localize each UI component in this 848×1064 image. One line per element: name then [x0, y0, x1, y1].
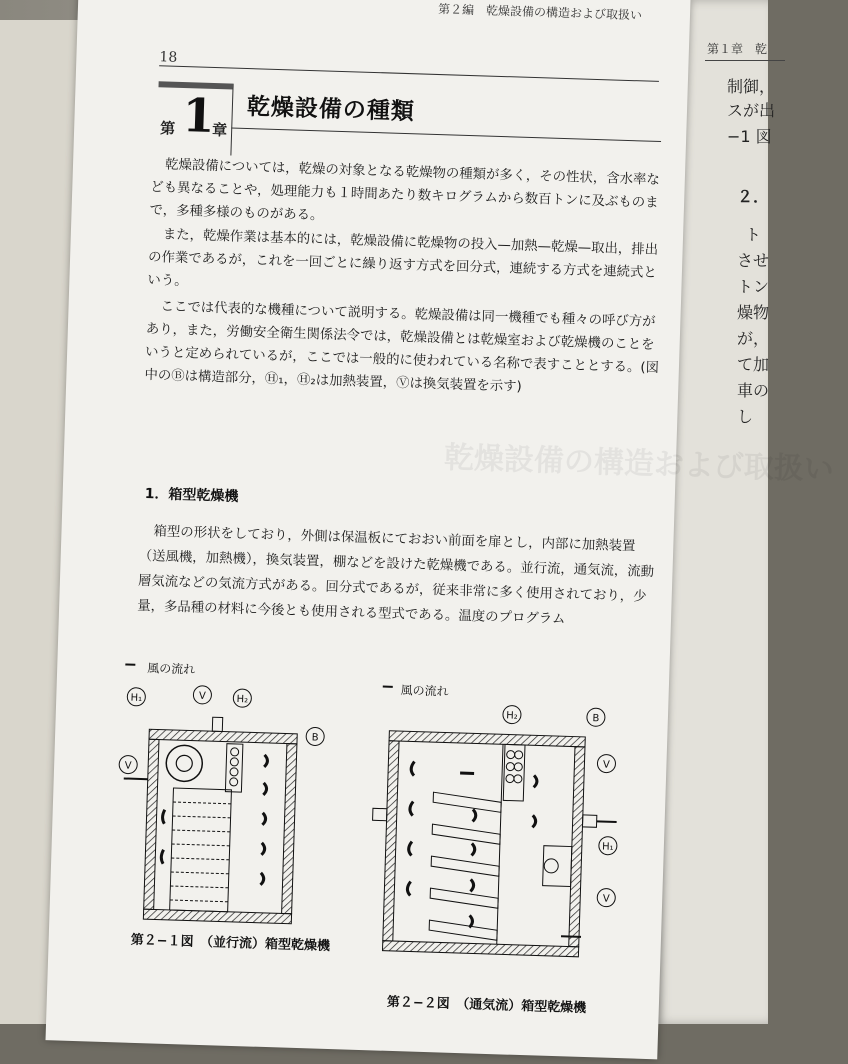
tray: [430, 888, 499, 908]
air-outlet-arrow: [597, 821, 617, 822]
tray-rack: [170, 788, 232, 912]
book-page: [46, 0, 691, 1059]
cabinet-top-wall: [149, 729, 297, 744]
label-b: B: [312, 732, 319, 743]
air-return-arrow: [561, 936, 581, 937]
section-heading: 1．箱型乾燥機: [144, 483, 238, 506]
right-page-header: 第１章 乾: [707, 40, 767, 57]
intro-paragraph-3: ここでは代表的な機種について説明する。乾燥設備は同一機種でも種々の呼び方があり，また，労働安全衛生関係法令では，乾燥設備とは乾燥室および乾燥機のことをいうと定められているが，ここでは一般的に使われている名称で表すこととする。(図中のⒷは構造部分，Ⓗ₁，Ⓗ₂は加熱装置，Ⓥは換気装置を示す): [144, 295, 667, 403]
cabinet-left-wall: [383, 741, 399, 941]
label-h2: H₂: [506, 710, 518, 721]
right-page-line: −1 図: [727, 124, 772, 147]
fan-hub-icon: [176, 755, 192, 771]
chapter-prefix: 第: [160, 117, 176, 138]
right-page-line: ト: [745, 222, 761, 245]
right-page-header-rule: [705, 60, 785, 61]
cabinet-top-wall: [389, 731, 585, 747]
figure-2-2-legend: 風の流れ: [400, 681, 449, 699]
fan-housing: [543, 846, 572, 887]
exhaust-duct: [582, 815, 596, 827]
chapter-suffix: 章: [212, 119, 228, 140]
right-page-line: 車の: [737, 378, 769, 401]
bleed-through-text: 乾燥設備の構造および取扱い: [443, 432, 744, 491]
figure-2-2-caption: 第２−２図 （通気流）箱型乾燥機: [387, 991, 587, 1016]
right-page-line: が，: [737, 326, 769, 349]
label-v: V: [199, 691, 206, 702]
section-body: 箱型の形状をしており，外側は保温板にておおい前面を扉とし，内部に加熱装置（送風機，加熱機），換気装置，棚などを設けた乾燥機である。並行流，通気流，流動層気流などの気流方式がある。回分式であるが，従来非常に多く使用されており，少量，多品種の材料に今後とも使用される型式である。温度のプログラム: [137, 519, 660, 635]
air-inlet-arrow: [124, 778, 148, 779]
header-rule: [159, 65, 659, 82]
figure-2-1-caption: 第２−１図 （並行流）箱型乾燥機: [130, 929, 330, 954]
fan-icon: [166, 745, 203, 782]
cabinet-left-wall: [144, 739, 159, 909]
chapter-number: 1: [182, 88, 216, 143]
label-h2: H₂: [236, 694, 248, 705]
chapter-title: 乾燥設備の種類: [246, 88, 415, 126]
tray: [429, 920, 498, 940]
tray: [433, 792, 502, 812]
tray: [431, 856, 500, 876]
title-rule: [231, 128, 661, 143]
right-page-line: させ: [737, 248, 769, 271]
cabinet-right-wall: [282, 744, 297, 914]
label-v-top: V: [603, 760, 610, 771]
right-page-line: トン: [737, 274, 769, 297]
page-number: 18: [159, 49, 177, 66]
intro-paragraph-2: また，乾燥作業は基本的には，乾燥設備に乾燥物の投入—加熱—乾燥—取出，排出の作業であるが，これを一回ごとに繰り返す方式を回分式，連続する方式を連続式という。: [147, 223, 669, 308]
right-page-line: し: [737, 404, 753, 427]
tray: [432, 824, 501, 844]
right-page-line: スが出: [727, 98, 775, 121]
right-page-line: 制御，: [727, 74, 775, 97]
figure-2-1-legend: 風の流れ: [147, 659, 196, 677]
label-v-side: V: [125, 760, 132, 771]
cabinet-floor: [382, 941, 578, 957]
label-v-bottom: V: [603, 894, 610, 905]
exhaust-duct: [212, 717, 222, 731]
right-page-line: て加: [737, 352, 769, 375]
label-h1: H₁: [602, 842, 614, 853]
figure-2-1-diagram: [108, 658, 337, 955]
label-h1: H₁: [130, 693, 142, 704]
fan-icon: [544, 859, 558, 873]
right-page-line: 燥物: [737, 300, 769, 323]
label-b: B: [592, 713, 599, 724]
figure-2-2-diagram: [368, 680, 627, 988]
right-page-line: ２．: [737, 184, 769, 207]
running-head: 第２編 乾燥設備の構造および取扱い: [438, 0, 642, 23]
airflow-arrows: [161, 752, 268, 885]
intro-paragraph-1: 乾燥設備については，乾燥の対象となる乾燥物の種類が多く，その性状，含水率なども異なることや，処理能力も１時間あたり数キログラムから数百トンに及ぶものまで，多種多様のものがある。: [149, 153, 671, 238]
air-inlet-duct: [373, 808, 387, 820]
